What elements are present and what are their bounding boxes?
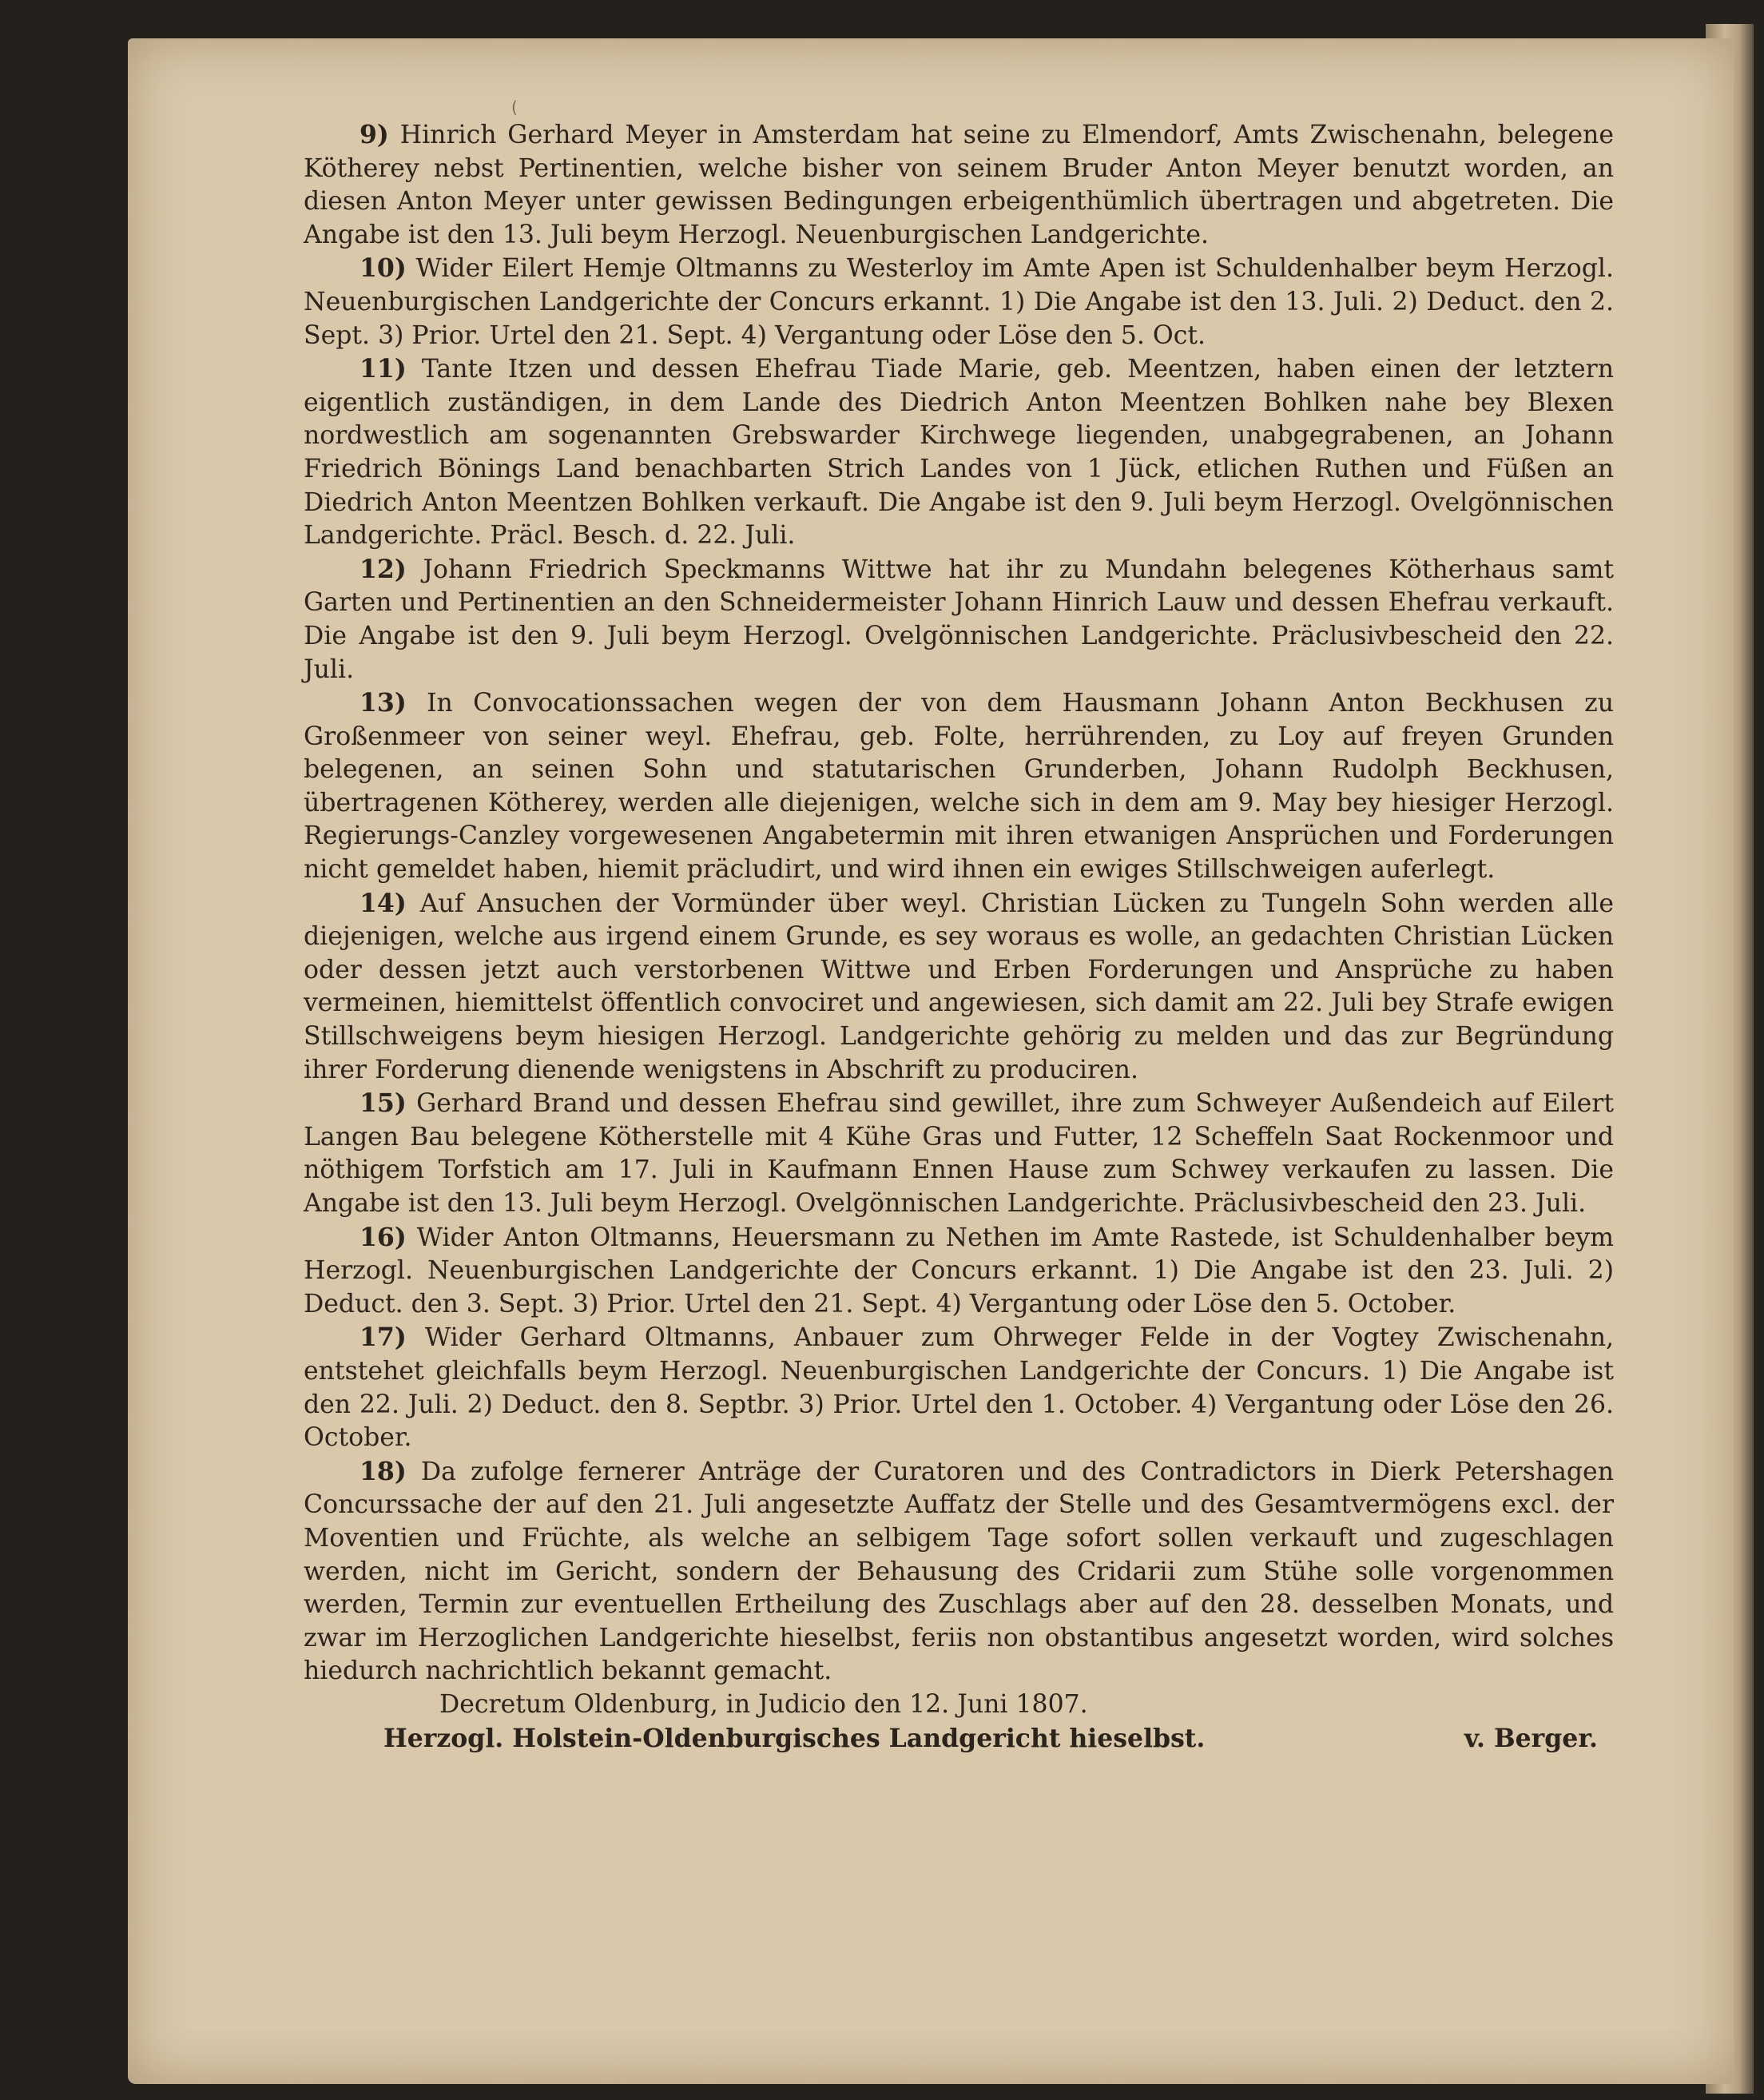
stray-mark: ( — [511, 97, 518, 117]
entry-number: 13) — [360, 688, 407, 718]
entry-18 — [304, 1455, 1614, 1688]
entry-11 — [304, 352, 1614, 553]
signature-line — [304, 1722, 1614, 1756]
entry-number: 9) — [360, 120, 389, 149]
entry-16 — [304, 1221, 1614, 1322]
entry-text: Wider Eilert Hemje Oltmanns zu Westerloy im Amte Apen ist Schuldenhalber beym Herzogl. Neuenburgischen Landgerichte der Concurs erkannt. 1) Die Angabe ist den 13. Juli. 2) Deduct. den 2. Sept. 3) Prior. Urtel den 21. Sept. 4) Vergantung oder Löse den 5. Oct. — [304, 254, 1614, 350]
entry-15 — [304, 1087, 1614, 1220]
entry-text: Da zufolge fernerer Anträge der Curatoren und des Contradictors in Dierk Petershagen Concurssache der auf den 21. Juli angesetzte Auffatz der Stelle und des Gesamtvermögens excl. der Moventien und Früchte, als welche an selbigem Tage sofort sollen verkauft und zugeschlagen werden, nicht im Gericht, sondern der Behausung des Cridarii zum Stühe solle vorgenommen werden, Termin zur eventuellen Ertheilung des Zuschlags aber auf den 28. desselben Monats, und zwar im Herzoglichen Landgerichte hieselbst, feriis non obstantibus angesetzt worden, wird solches hiedurch nachrichtlich bekannt gemacht. — [304, 1457, 1614, 1686]
entry-text: Johann Friedrich Speckmanns Wittwe hat ihr zu Mundahn belegenes Kötherhaus samt Garten und Pertinentien an den Schneidermeister Johann Hinrich Lauw und dessen Ehefrau verkauft. Die Angabe ist den 9. Juli beym Herzogl. Ovelgönnischen Landgerichte. Präclusivbescheid den 22. Juli. — [304, 555, 1615, 684]
entry-number: 18) — [360, 1456, 407, 1486]
entry-text: Hinrich Gerhard Meyer in Amsterdam hat seine zu Elmendorf, Amts Zwischenahn, belegene Kötherey nebst Pertinentien, welche bisher von seinem Bruder Anton Meyer benutzt worden, an diesen Anton Meyer unter gewissen Bedingungen erbeigenthümlich übertragen und abgetreten. Die Angabe ist den 13. Juli beym Herzogl. Neuenburgischen Landgerichte. — [304, 121, 1614, 249]
entry-text: Gerhard Brand und dessen Ehefrau sind gewillet, ihre zum Schweyer Außendeich auf Eilert Langen Bau belegene Kötherstelle mit 4 Kühe Gras und Futter, 12 Scheffeln Saat Rockenmoor und nöthigem Torfstich am 17. Juli in Kaufmann Ennen Hause zum Schwey verkaufen zu lassen. Die Angabe ist den 13. Juli beym Herzogl. Ovelgönnischen Landgerichte. Präclusivbescheid den 23. Juli. — [304, 1089, 1615, 1218]
entry-14 — [304, 887, 1614, 1088]
entry-text: Wider Gerhard Oltmanns, Anbauer zum Ohrweger Felde in der Vogtey Zwischenahn, entstehet gleichfalls beym Herzogl. Neuenburgischen Landgerichte der Concurs. 1) Die Angabe ist den 22. Juli. 2) Deduct. den 8. Septbr. 3) Prior. Urtel den 1. October. 4) Vergantung oder Löse den 26. October. — [304, 1323, 1615, 1453]
document-body — [304, 118, 1614, 1755]
entry-text: Auf Ansuchen der Vormünder über weyl. Christian Lücken zu Tungeln Sohn werden alle diejenigen, welche aus irgend einem Grunde, es sey woraus es wolle, an gedachten Christian Lücken oder dessen jetzt auch verstorbenen Wittwe und Erben Forderungen und Ansprüche zu haben vermeinen, hiemittelst öffentlich convociret und angewiesen, sich damit am 22. Juli bey Strafe ewigen Stillschweigens beym hiesigen Herzogl. Landgerichte gehörig zu melden und das zur Begründung ihrer Forderung dienende wenigstens in Abschrift zu produciren. — [304, 889, 1614, 1084]
entry-text: In Convocationssachen wegen der von dem Hausmann Johann Anton Beckhusen zu Großenmeer von seiner weyl. Ehefrau, geb. Folte, herrührenden, zu Loy auf freyen Grunden belegenen, an seinen Sohn und statutarischen Grunderben, Johann Rudolph Beckhusen, übertragenen Kötherey, werden alle diejenigen, welche sich in dem am 9. May bey hiesiger Herzogl. Regierungs-Canzley vorgewesenen Angabetermin mit ihren etwanigen Ansprüchen und Forderungen nicht gemeldet haben, hiemit präcludirt, und wird ihnen ein ewiges Stillschweigen auferlegt. — [304, 689, 1614, 885]
entry-number: 14) — [360, 888, 407, 918]
entry-9 — [304, 118, 1614, 252]
entry-number: 16) — [360, 1222, 407, 1252]
entry-number: 11) — [360, 354, 407, 384]
entry-text: Wider Anton Oltmanns, Heuersmann zu Nethen im Amte Rastede, ist Schuldenhalber beym Herzogl. Neuenburgischen Landgerichte der Concurs erkannt. 1) Die Angabe ist den 23. Juli. 2) Deduct. den 3. Sept. 3) Prior. Urtel den 21. Sept. 4) Vergantung oder Löse den 5. October. — [304, 1223, 1614, 1318]
entry-text: Tante Itzen und dessen Ehefrau Tiade Marie, geb. Meentzen, haben einen der letztern eigentlich zuständigen, in dem Lande des Diedrich Anton Meentzen Bohlken nahe bey Blexen nordwestlich am sogenannten Grebswarder Kirchwege liegenden, unabgegrabenen, an Johann Friedrich Bönings Land benachbarten Strich Landes von 1 Jück, etlichen Ruthen und Füßen an Diedrich Anton Meentzen Bohlken verkauft. Die Angabe ist den 9. Juli beym Herzogl. Ovelgönnischen Landgerichte. Präcl. Besch. d. 22. Juli. — [304, 355, 1615, 551]
entry-12 — [304, 553, 1614, 686]
entry-13 — [304, 686, 1614, 887]
entry-number: 12) — [360, 554, 407, 584]
entry-17 — [304, 1321, 1614, 1454]
entry-number: 17) — [360, 1322, 407, 1353]
signatory: v. Berger. — [1464, 1723, 1598, 1753]
entry-number: 15) — [360, 1088, 407, 1119]
decretum-line: Decretum Oldenburg, in Judicio den 12. Juni 1807. — [439, 1689, 1088, 1719]
entry-10 — [304, 252, 1614, 352]
court-name: Herzogl. Holstein-Oldenburgisches Landgericht hieselbst. — [383, 1723, 1206, 1753]
entry-number: 10) — [360, 253, 407, 284]
